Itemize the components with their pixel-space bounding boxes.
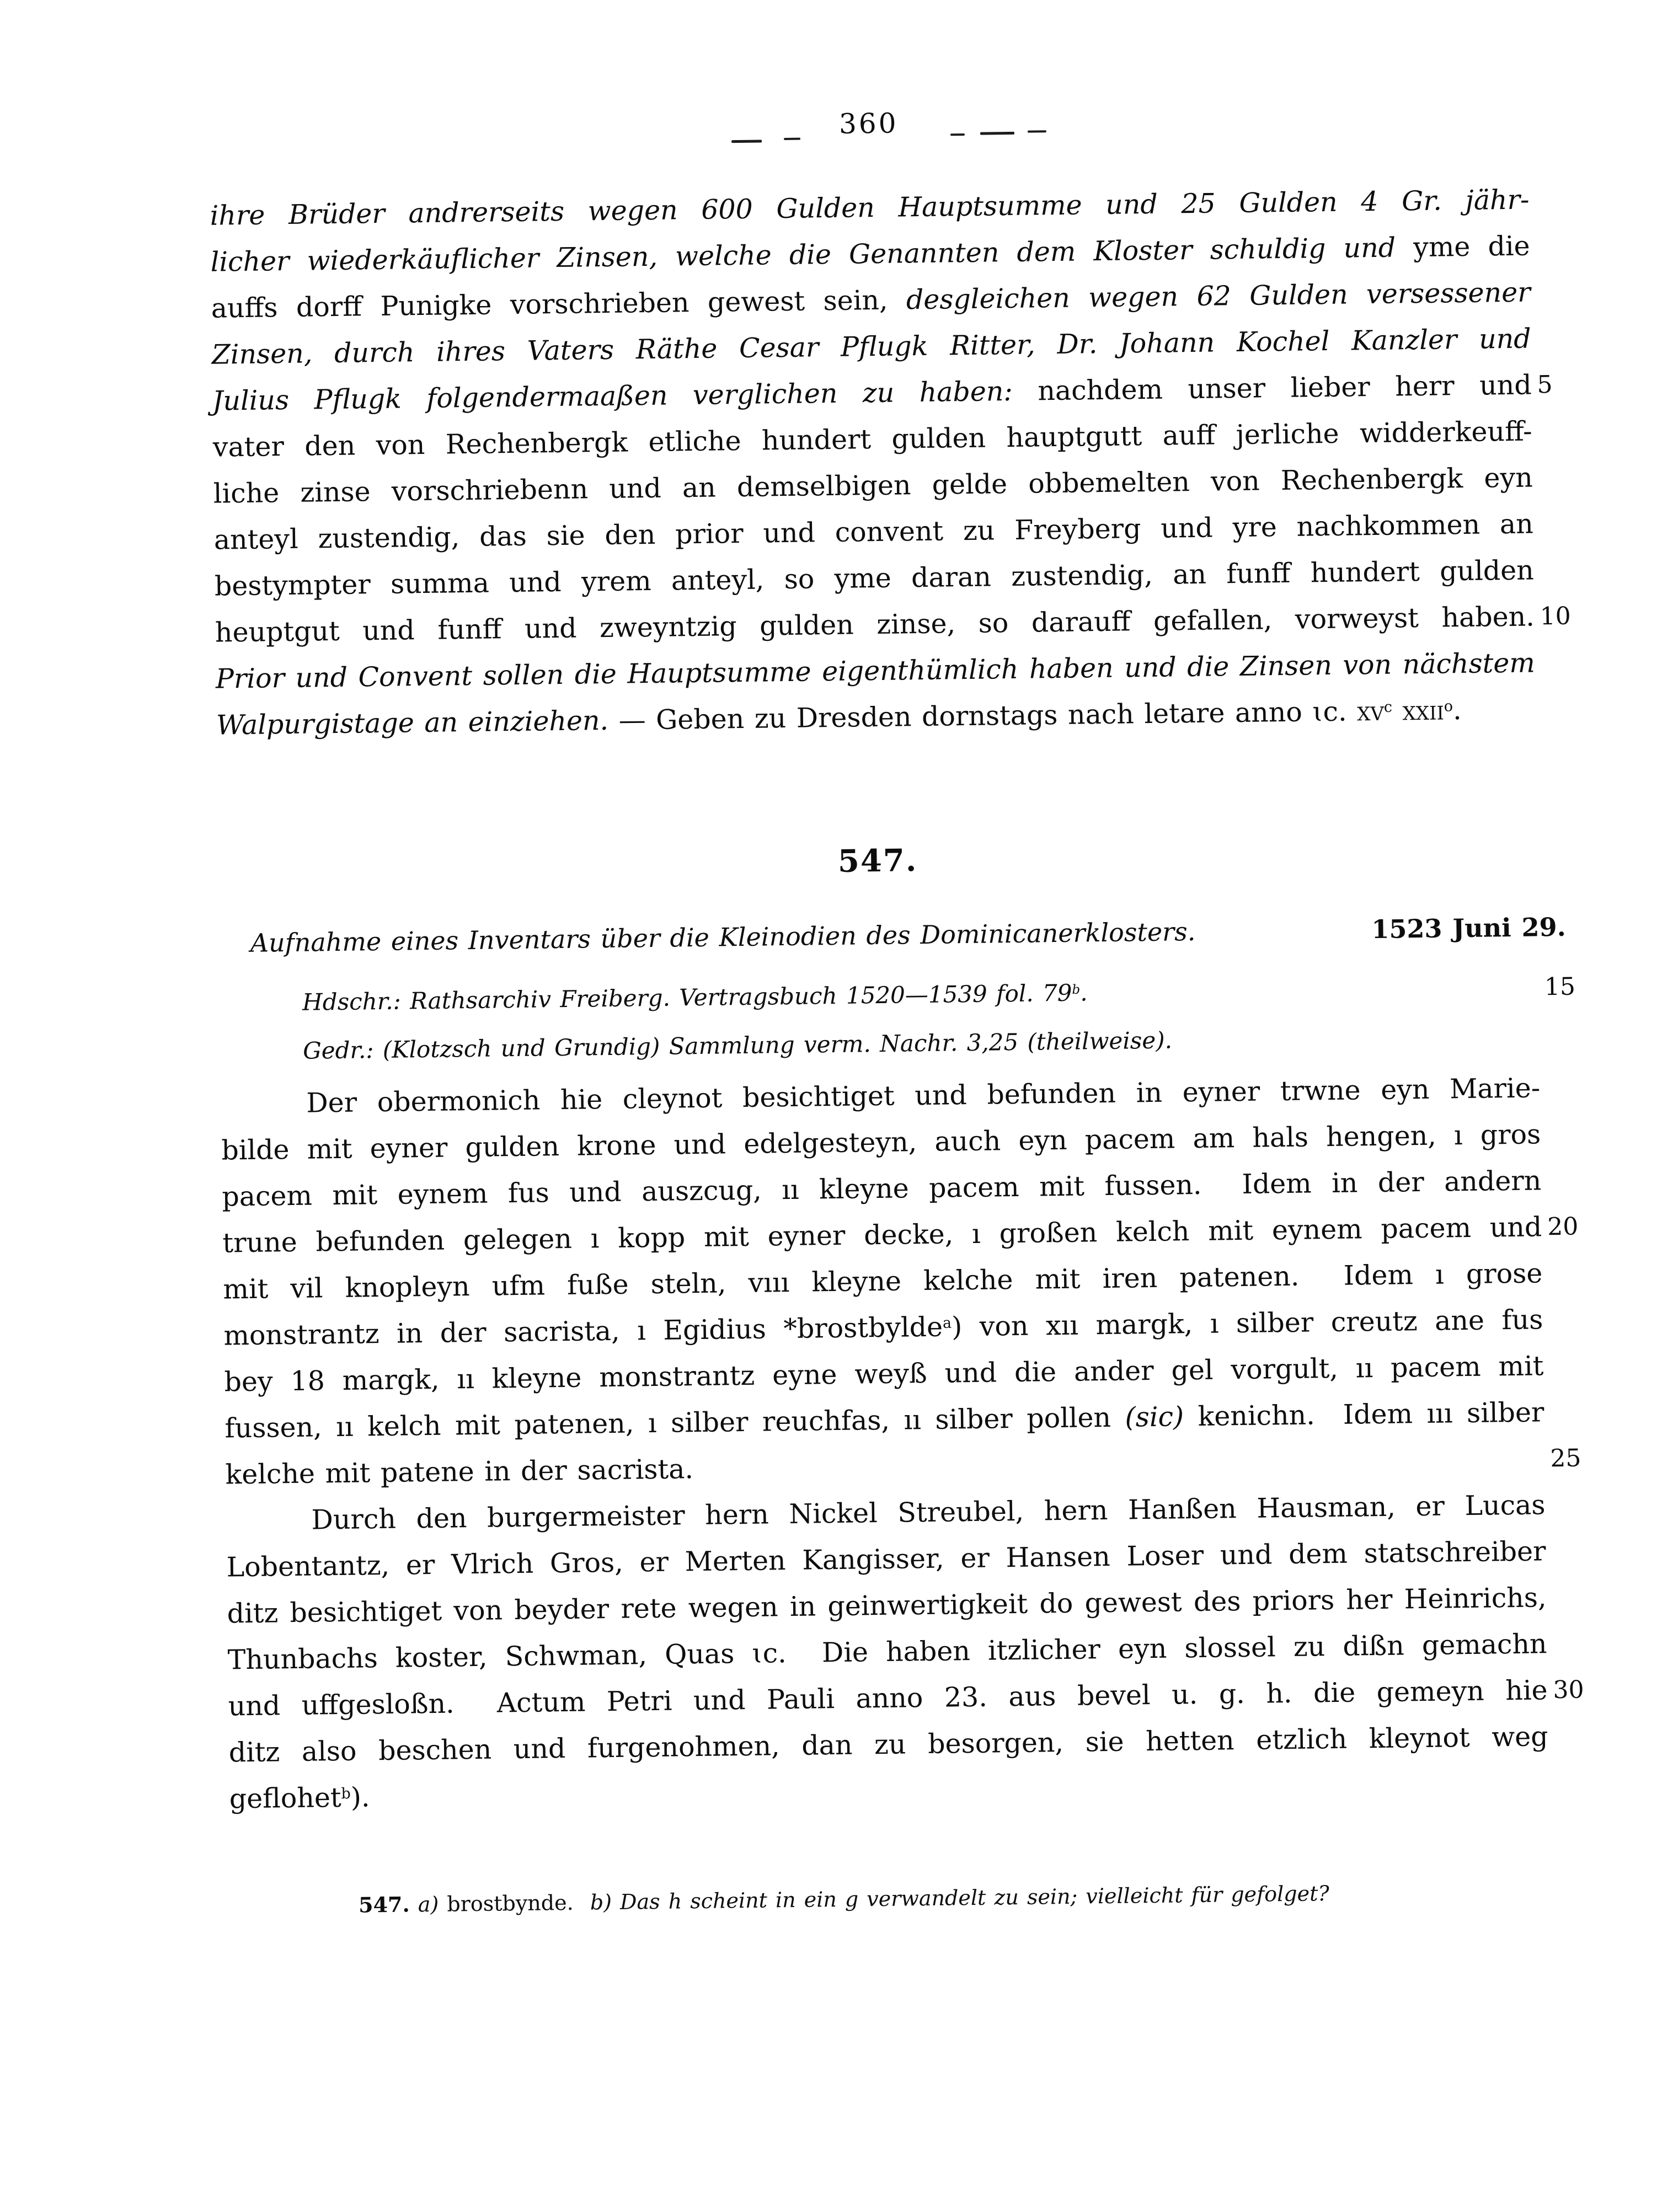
- superscript-note-mark: a: [942, 1314, 952, 1332]
- text-segment: Thunbachs koster, Schwman, Quas ɩc. Die haben itzlicher eyn slossel zu dißn gemachn: [227, 1628, 1547, 1676]
- text-segment: mit vil knopleyn ufm fuße steln, vııı kleyne kelche mit iren patenen. Idem ı grose: [223, 1257, 1543, 1305]
- text-segment: ditz besichtiget von beyder rete wegen in geinwertigkeit do gewest des priors her Heinrichs,: [227, 1582, 1547, 1630]
- text-segment: b) Das h scheint in ein g verwandelt zu sein; vielleicht für gefolget?: [573, 1881, 1329, 1915]
- text-segment: liche zinse vorschriebenn und an demselbigen gelde obbemelten von Rechenbergk eyn: [213, 462, 1533, 510]
- margin-line-number: 5: [1537, 371, 1553, 399]
- text-line: [231, 1873, 1551, 1924]
- text-segment: Gedr.: (Klotzsch und Grundig) Sammlung verm. Nachr. 3,25 (theilweise).: [302, 1026, 1173, 1064]
- text-segment: brostbynde.: [447, 1890, 574, 1916]
- text-segment: trune befunden gelegen ı kopp mit eyner decke, ı großen kelch mit eynem pacem und: [222, 1211, 1542, 1259]
- text-segment: Der obermonich hie cleynot besichtiget und befunden in eyner trwne eyn Marie-: [306, 1072, 1541, 1119]
- text-segment: und uffgesloßn. Actum Petri und Pauli anno 23. aus bevel u. g. h. die gemeyn hie: [228, 1674, 1548, 1722]
- text-segment: (sic): [1125, 1401, 1184, 1433]
- text-segment: geflohet: [229, 1782, 341, 1815]
- text-segment: pacem mit eynem fus und auszcug, ıı kleyne pacem mit fussen. Idem in der andern: [222, 1165, 1542, 1213]
- regest-text: Aufnahme eines Inventars über die Kleinodien des Dominicanerklosters.: [250, 916, 1196, 958]
- superscript-note-mark: b: [341, 1785, 351, 1803]
- text-segment: kenichn. Idem ııı silber: [1183, 1396, 1544, 1433]
- superscript-note-mark: o: [1444, 698, 1453, 715]
- text-segment: fussen, ıı kelch mit patenen, ı silber reuchfas, ıı silber pollen: [225, 1401, 1125, 1444]
- text-segment: bey 18 margk, ıı kleyne monstrantz eyne weyß und die ander gel vorgult, ıı pacem mit: [224, 1350, 1544, 1398]
- text-segment: kelche mit patene in der sacrista.: [225, 1453, 694, 1491]
- witnesses-paragraph: [226, 1482, 1584, 1822]
- text-segment: ).: [350, 1781, 370, 1813]
- text-block: [207, 0, 1584, 2212]
- text-segment: anteyl zustendig, das sie den prior und convent zu Freyberg und yre nachkommen an: [213, 508, 1534, 556]
- text-segment: Zinsen, durch ihres Vaters Räthe Cesar Pflugk Ritter, Dr. Johann Kochel Kanzler und: [211, 323, 1531, 371]
- entry-number-heading: [218, 827, 1538, 894]
- superscript-note-mark: c: [1383, 698, 1393, 716]
- inventory-paragraph: [221, 1065, 1581, 1498]
- text-segment: .: [1079, 979, 1088, 1006]
- source-references: [220, 963, 1576, 1076]
- margin-line-number: 10: [1540, 602, 1572, 631]
- text-segment: a): [409, 1892, 447, 1917]
- text-segment: auffs dorff Punigke vorschrieben gewest sein,: [211, 284, 907, 324]
- entry-date: 1523 Juni 29.: [1371, 912, 1566, 945]
- text-segment: ditz also beschen und furgenohmen, dan zu besorgen, sie hetten etzlich kleynot weg: [228, 1721, 1548, 1769]
- text-segment: ihre Brüder andrerseits wegen 600 Gulden Hauptsumme und 25 Gulden 4 Gr. jähr-: [210, 184, 1530, 232]
- text-segment: Walpurgistage an einziehen.: [216, 704, 609, 741]
- margin-line-number: 30: [1553, 1675, 1584, 1705]
- margin-line-number: 15: [1544, 972, 1576, 1001]
- text-segment: bestympter summa und yrem anteyl, so yme daran zustendig, an funff hundert gulden: [214, 554, 1535, 602]
- text-segment: .: [1452, 694, 1462, 726]
- text-segment: ) von xıı margk, ı silber creutz ane fus: [951, 1304, 1543, 1343]
- regest-line: [218, 902, 1566, 968]
- text-segment: xxii: [1392, 694, 1445, 727]
- text-segment: Prior und Convent sollen die Hauptsumme eigenthümlich haben und die Zinsen von nächstem: [215, 647, 1536, 695]
- text-segment: 547.: [358, 1892, 410, 1918]
- margin-line-number: 25: [1550, 1444, 1581, 1473]
- text-segment: Durch den burgermeister hern Nickel Streubel, hern Hanßen Hausman, er Lucas: [311, 1489, 1546, 1536]
- regest-text-line: [218, 902, 1566, 968]
- text-segment: vater den von Rechenbergk etliche hundert gulden hauptgutt auff jerliche widderkeuff-: [212, 415, 1532, 463]
- page-number: 360: [838, 107, 899, 140]
- superscript-note-mark: b: [1072, 982, 1081, 998]
- text-segment: yme die: [1413, 230, 1530, 264]
- text-segment: monstrantz in der sacrista, ı Egidius *brostbylde: [223, 1311, 943, 1352]
- continuation-paragraph: [210, 176, 1572, 748]
- text-segment: — Geben zu Dresden dornstags nach letare anno ɩc.: [608, 695, 1357, 736]
- text-segment: desgleichen wegen 62 Gulden versessener: [906, 276, 1531, 316]
- text-segment: licher wiederkäuflicher Zinsen, welche die Genannten dem Kloster schuldig und: [210, 232, 1414, 278]
- text-segment: heuptgut und funff und zweyntzig gulden zinse, so darauff gefallen, vorweyst haben.: [215, 601, 1535, 649]
- text-segment: bilde mit eyner gulden krone und edelgesteyn, auch eyn pacem am hals hengen, ı gros: [221, 1118, 1541, 1166]
- text-segment: Lobentantz, er Vlrich Gros, er Merten Kangisser, er Hansen Loser und dem statschreiber: [226, 1535, 1546, 1583]
- entry-number: 547.: [837, 842, 918, 880]
- margin-line-number: 20: [1547, 1212, 1579, 1241]
- text-segment: Hdschr.: Rathsarchiv Freiberg. Vertragsbuch 1520—1539 fol. 79: [302, 979, 1072, 1016]
- text-segment: Julius Pflugk folgendermaaßen verglichen zu haben:: [212, 375, 1038, 417]
- text-segment: xv: [1356, 695, 1385, 727]
- apparatus-footnote: [231, 1873, 1551, 1924]
- text-segment: nachdem unser lieber herr und: [1038, 369, 1532, 407]
